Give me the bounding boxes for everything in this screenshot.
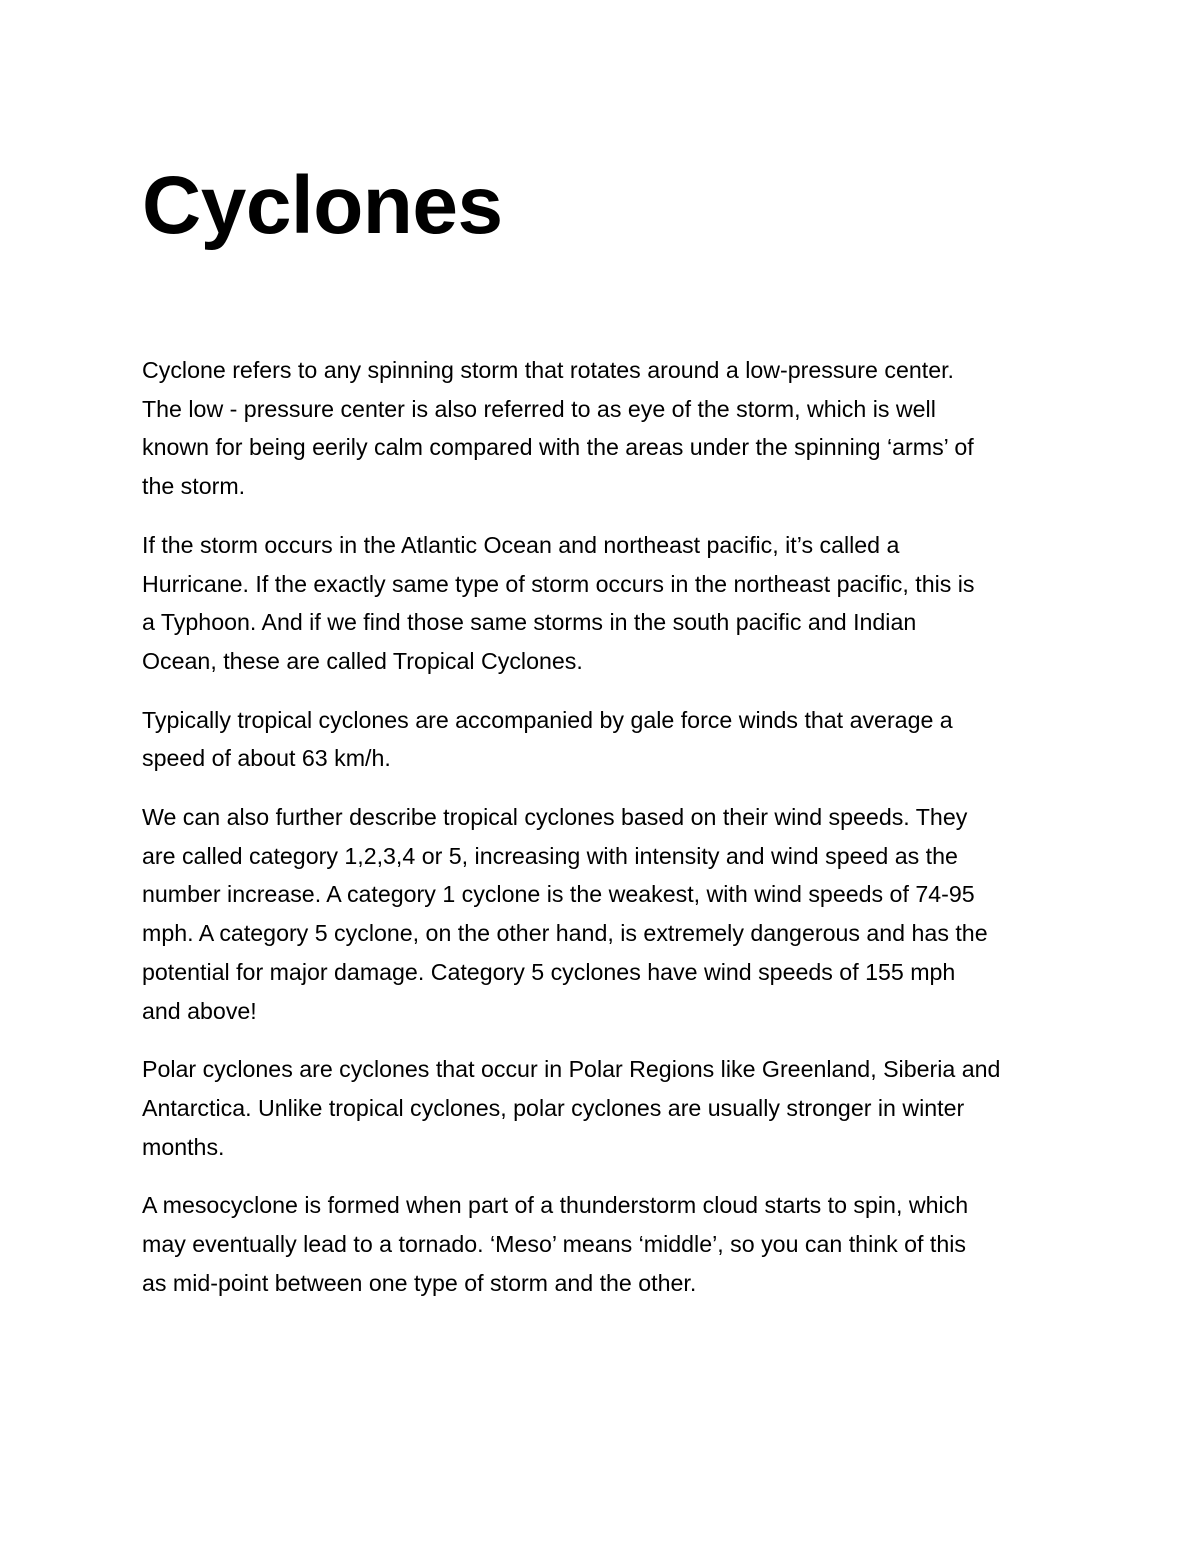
- paragraph-line: A mesocyclone is formed when part of a thunderstorm cloud starts to spin, which: [142, 1192, 969, 1219]
- paragraph-gale-winds: [142, 701, 1072, 778]
- paragraph-line: number increase. A category 1 cyclone is the weakest, with wind speeds of 74-95: [142, 881, 975, 908]
- paragraph-line: speed of about 63 km/h.: [142, 745, 391, 772]
- document-body: [142, 351, 1072, 1322]
- paragraph-polar-cyclones: [142, 1050, 1072, 1166]
- paragraph-line: Typically tropical cyclones are accompanied by gale force winds that average a: [142, 706, 953, 733]
- paragraph-line: Ocean, these are called Tropical Cyclones.: [142, 647, 583, 674]
- paragraph-line: are called category 1,2,3,4 or 5, increasing with intensity and wind speed as the: [142, 842, 958, 869]
- paragraph-categories: [142, 798, 1072, 1030]
- paragraph-line: Cyclone refers to any spinning storm that rotates around a low-pressure center.: [142, 357, 954, 383]
- paragraph-line: Polar cyclones are cyclones that occur in Polar Regions like Greenland, Siberia and: [142, 1056, 1001, 1083]
- paragraph-line: mph. A category 5 cyclone, on the other hand, is extremely dangerous and has the: [142, 920, 988, 947]
- document-title: Cyclones: [142, 160, 503, 251]
- paragraph-intro: [142, 351, 1072, 506]
- paragraph-line: the storm.: [142, 473, 246, 500]
- paragraph-line: If the storm occurs in the Atlantic Ocean and northeast pacific, it’s called a: [142, 531, 900, 558]
- paragraph-line: Antarctica. Unlike tropical cyclones, polar cyclones are usually stronger in winter: [142, 1094, 965, 1121]
- paragraph-line: and above!: [142, 997, 257, 1024]
- paragraph-line: We can also further describe tropical cyclones based on their wind speeds. They: [142, 804, 968, 831]
- paragraph-mesocyclone: [142, 1186, 1072, 1302]
- paragraph-line: Hurricane. If the exactly same type of storm occurs in the northeast pacific, this is: [142, 570, 975, 597]
- paragraph-line: may eventually lead to a tornado. ‘Meso’ means ‘middle’, so you can think of this: [142, 1231, 967, 1258]
- paragraph-line: a Typhoon. And if we find those same storms in the south pacific and Indian: [142, 609, 917, 636]
- paragraph-line: The low - pressure center is also referred to as eye of the storm, which is well: [142, 395, 936, 422]
- paragraph-line: as mid-point between one type of storm and the other.: [142, 1269, 697, 1296]
- paragraph-line: months.: [142, 1133, 225, 1160]
- paragraph-line: potential for major damage. Category 5 cyclones have wind speeds of 155 mph: [142, 958, 956, 985]
- paragraph-line: known for being eerily calm compared with the areas under the spinning ‘arms’ of: [142, 434, 974, 461]
- paragraph-regional-names: [142, 526, 1072, 681]
